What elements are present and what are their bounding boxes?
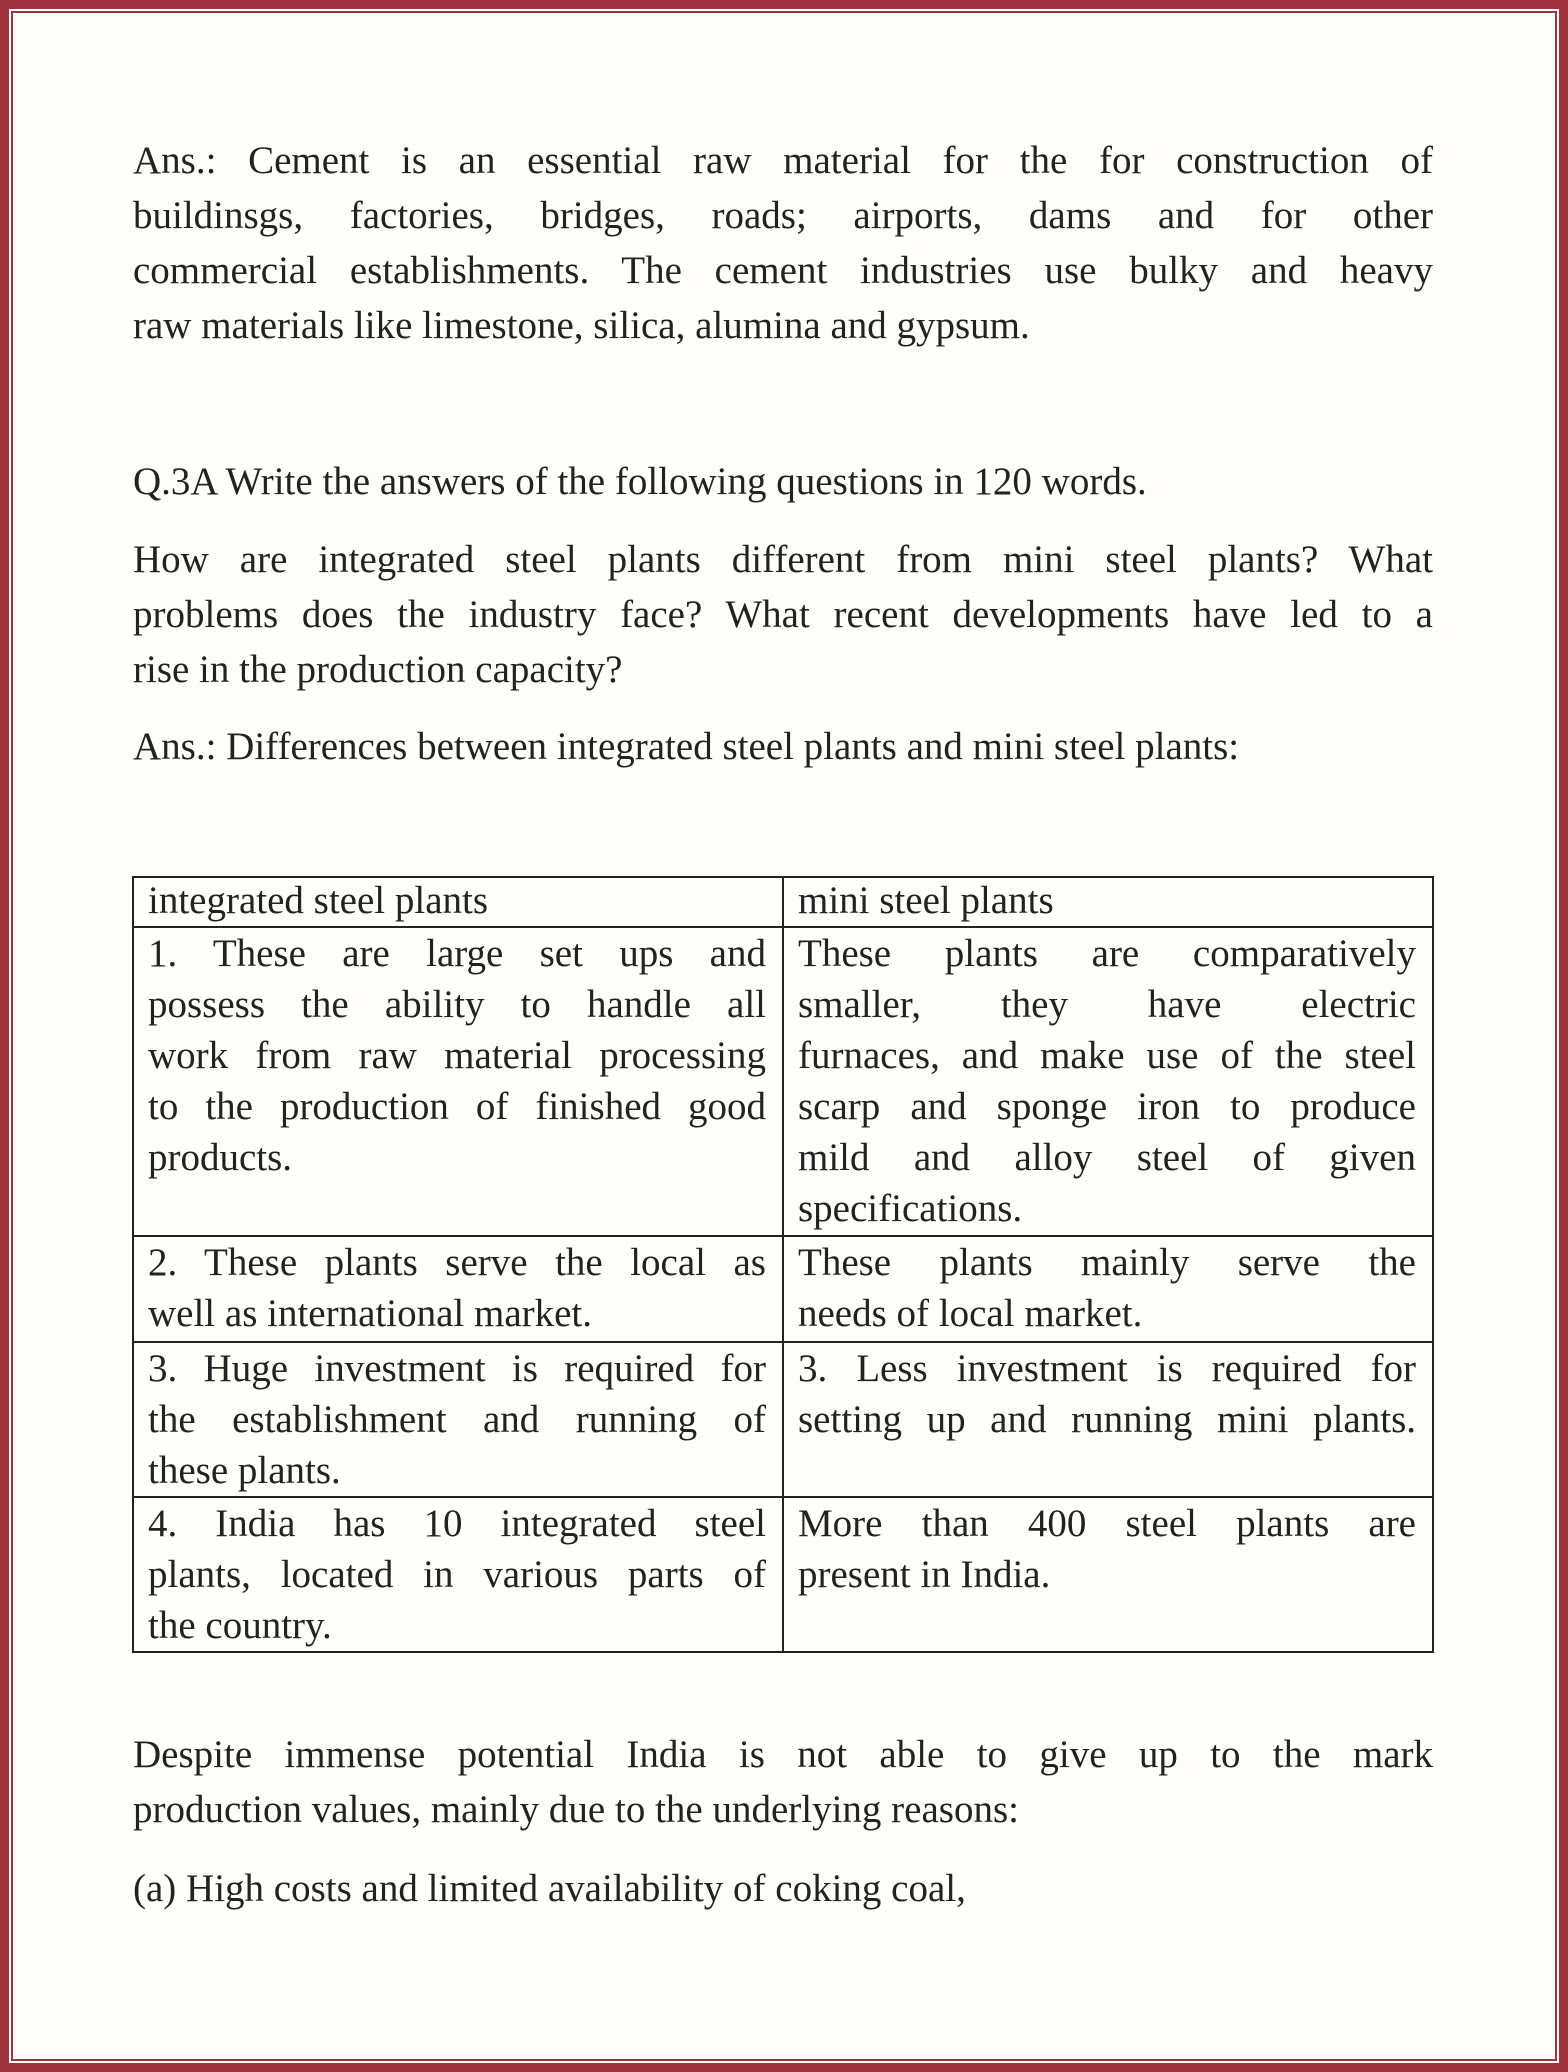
cell-line: work from raw material processing xyxy=(148,1034,766,1077)
table-cell xyxy=(133,927,783,1236)
cell-line: These plants mainly serve the xyxy=(798,1241,1416,1284)
table-header-cell xyxy=(133,877,783,927)
table-cell xyxy=(783,927,1433,1236)
q3a-heading: Q.3A Write the answers of the following questions in 120 words. xyxy=(133,460,1147,503)
cell-line: 3. Less investment is required for xyxy=(798,1347,1416,1390)
cell-line: these plants. xyxy=(148,1449,341,1492)
table-cell xyxy=(133,1342,783,1497)
table-header-row xyxy=(133,877,1433,927)
table-cell xyxy=(783,1236,1433,1342)
despite-paragraph xyxy=(133,1727,1433,1837)
cell-line: the establishment and running of xyxy=(148,1398,766,1441)
question-heading xyxy=(133,454,1433,509)
cell-line: More than 400 steel plants are xyxy=(798,1502,1416,1545)
cell-line: 1. These are large set ups and xyxy=(148,932,766,975)
text-line: Ans.: Differences between integrated steel plants and mini steel plants: xyxy=(133,725,1240,768)
cell-line: 3. Huge investment is required for xyxy=(148,1347,766,1390)
text-line: commercial establishments. The cement industries use bulky and heavy xyxy=(133,249,1433,292)
header-text: mini steel plants xyxy=(798,879,1054,922)
cell-line: the country. xyxy=(148,1604,332,1647)
comparison-table xyxy=(132,876,1434,1653)
cell-line: present in India. xyxy=(798,1553,1051,1596)
cell-line: to the production of finished good xyxy=(148,1085,766,1128)
text-line: How are integrated steel plants different from mini steel plants? What xyxy=(133,538,1433,581)
cell-line: needs of local market. xyxy=(798,1292,1143,1335)
question-text xyxy=(133,532,1433,697)
answer-cement xyxy=(133,133,1433,353)
table-cell xyxy=(133,1497,783,1652)
cell-line: well as international market. xyxy=(148,1292,593,1335)
text-line: problems does the industry face? What recent developments have led to a xyxy=(133,593,1433,636)
cell-line: mild and alloy steel of given xyxy=(798,1136,1416,1179)
cell-line: smaller, they have electric xyxy=(798,983,1416,1026)
table-cell xyxy=(783,1497,1433,1652)
header-text: integrated steel plants xyxy=(148,879,489,922)
table-row xyxy=(133,927,1433,1236)
text-line: Despite immense potential India is not able to give up to the mark xyxy=(133,1733,1433,1776)
text-line: buildinsgs, factories, bridges, roads; airports, dams and for other xyxy=(133,194,1433,237)
table-header-cell xyxy=(783,877,1433,927)
cell-line: possess the ability to handle all xyxy=(148,983,766,1026)
cell-line: products. xyxy=(148,1136,293,1179)
table-cell xyxy=(133,1236,783,1342)
cell-line: scarp and sponge iron to produce xyxy=(798,1085,1416,1128)
cell-line: 2. These plants serve the local as xyxy=(148,1241,766,1284)
cell-line: setting up and running mini plants. xyxy=(798,1398,1416,1441)
text-line: raw materials like limestone, silica, alumina and gypsum. xyxy=(133,304,1030,347)
reason-a xyxy=(133,1861,1433,1916)
answer-intro xyxy=(133,719,1433,774)
cell-line: 4. India has 10 integrated steel xyxy=(148,1502,766,1545)
text-line: (a) High costs and limited availability of coking coal, xyxy=(133,1867,966,1910)
text-line: Ans.: Cement is an essential raw material for the for construction of xyxy=(133,139,1433,182)
text-line: production values, mainly due to the underlying reasons: xyxy=(133,1788,1019,1831)
cell-line: These plants are comparatively xyxy=(798,932,1416,975)
table-row xyxy=(133,1236,1433,1342)
table-row xyxy=(133,1497,1433,1652)
cell-line: specifications. xyxy=(798,1187,1023,1230)
table-cell xyxy=(783,1342,1433,1497)
table-row xyxy=(133,1342,1433,1497)
text-line: rise in the production capacity? xyxy=(133,648,623,691)
cell-line: plants, located in various parts of xyxy=(148,1553,766,1596)
cell-line: furnaces, and make use of the steel xyxy=(798,1034,1416,1077)
